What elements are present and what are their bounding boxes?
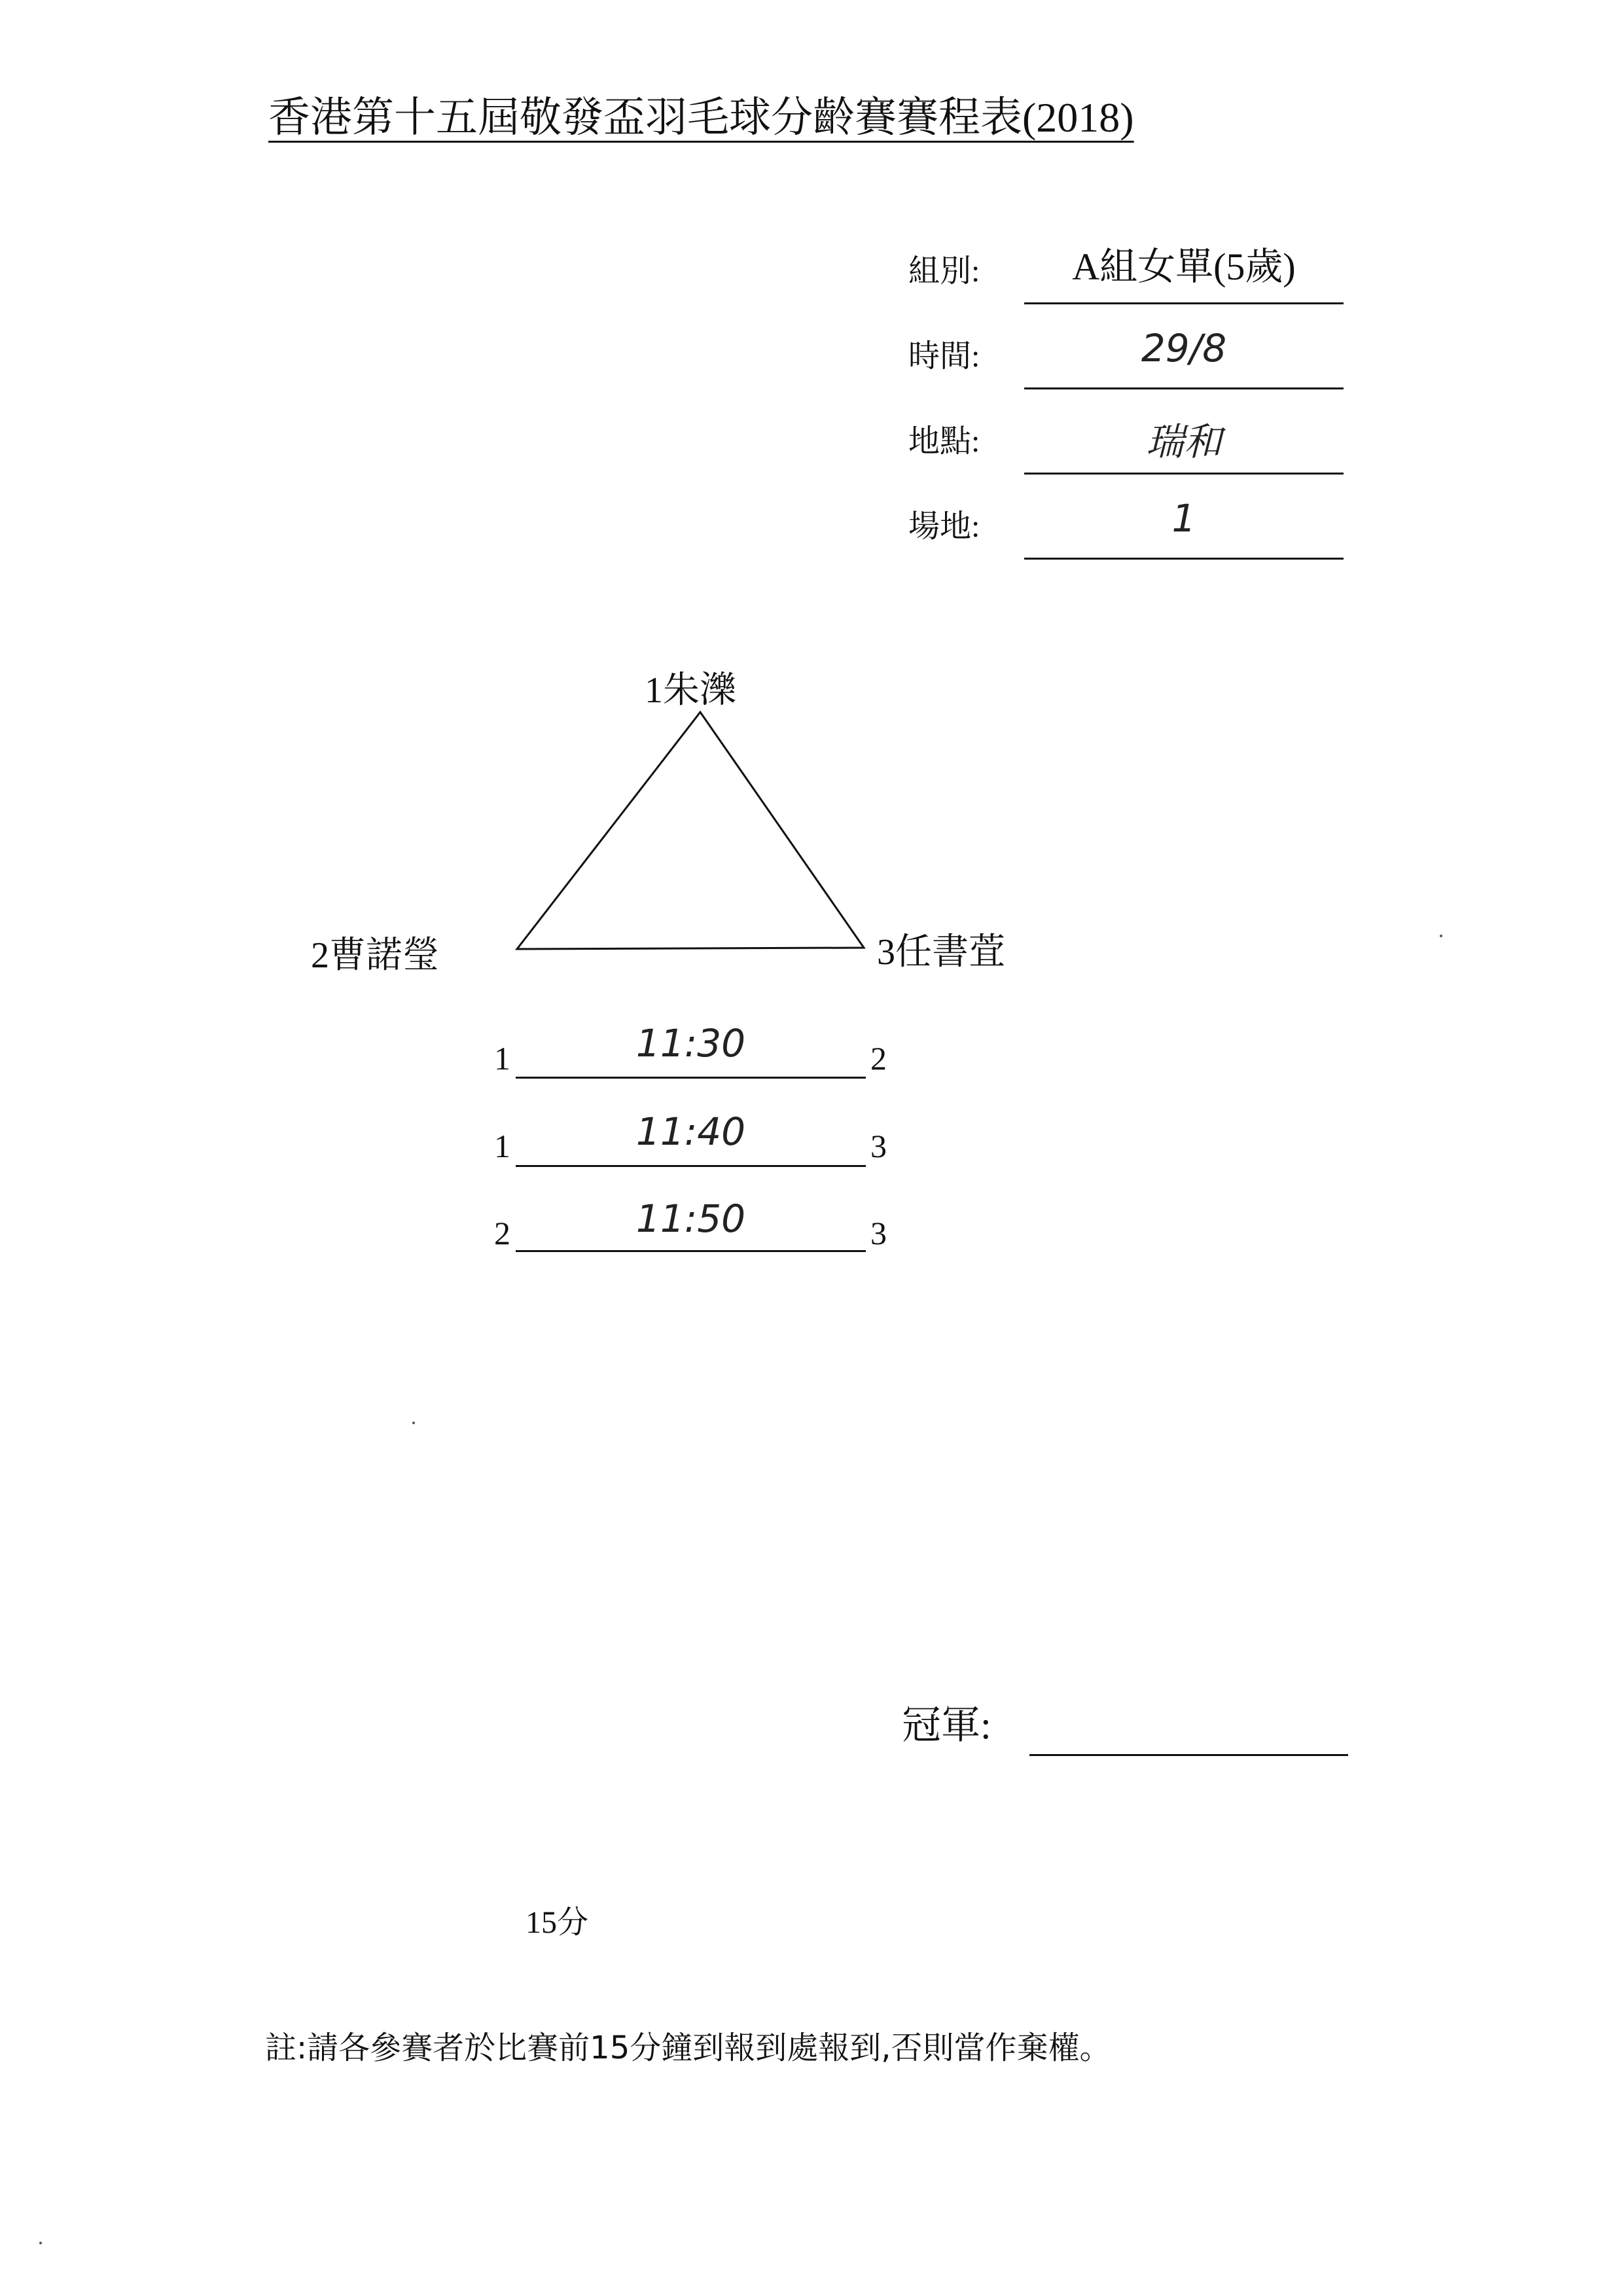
match-3-time: 11:50 (635, 1196, 746, 1241)
match-2-line (516, 1165, 866, 1167)
court-label: 場地: (908, 509, 980, 544)
page-title: 香港第十五屆敬發盃羽毛球分齡賽賽程表(2018) (268, 94, 1134, 141)
scan-speck (412, 1422, 415, 1424)
match-3-line (516, 1250, 866, 1252)
time-value: 29/8 (1141, 326, 1227, 370)
match-1-time: 11:30 (635, 1021, 746, 1066)
group-value: A組女單(5歲) (1072, 245, 1296, 288)
footer-note: 註:請各參賽者於比賽前15分鐘到報到處報到,否則當作棄權。 (265, 2030, 1111, 2066)
match-1-right: 2 (870, 1040, 887, 1077)
match-2-right: 3 (870, 1128, 887, 1164)
time-underline (1024, 387, 1344, 389)
player-2: 2曹諾瑩 (311, 935, 439, 976)
court-value: 1 (1171, 496, 1196, 541)
group-underline (1024, 302, 1344, 304)
group-label: 組別: (908, 254, 980, 289)
match-2-time: 11:40 (635, 1109, 746, 1154)
court-underline (1024, 558, 1344, 560)
match-1-left: 1 (494, 1040, 510, 1077)
round-robin-triangle (504, 694, 870, 969)
place-value: 瑞和 (1145, 420, 1222, 464)
champion-underline (1029, 1754, 1348, 1756)
player-1: 1朱濼 (645, 670, 736, 711)
match-3-left: 2 (494, 1215, 510, 1251)
match-2-left: 1 (494, 1128, 510, 1164)
triangle-shape (517, 712, 864, 949)
match-duration: 15分 (526, 1905, 589, 1940)
match-3-right: 3 (870, 1215, 887, 1251)
match-1-line (516, 1077, 866, 1079)
place-label: 地點: (908, 424, 980, 459)
time-label: 時間: (908, 339, 980, 374)
player-3: 3任書萓 (877, 932, 1005, 973)
scan-speck (39, 2242, 42, 2244)
place-underline (1024, 473, 1344, 475)
scan-speck (1440, 935, 1442, 937)
champion-label: 冠軍: (902, 1704, 991, 1747)
